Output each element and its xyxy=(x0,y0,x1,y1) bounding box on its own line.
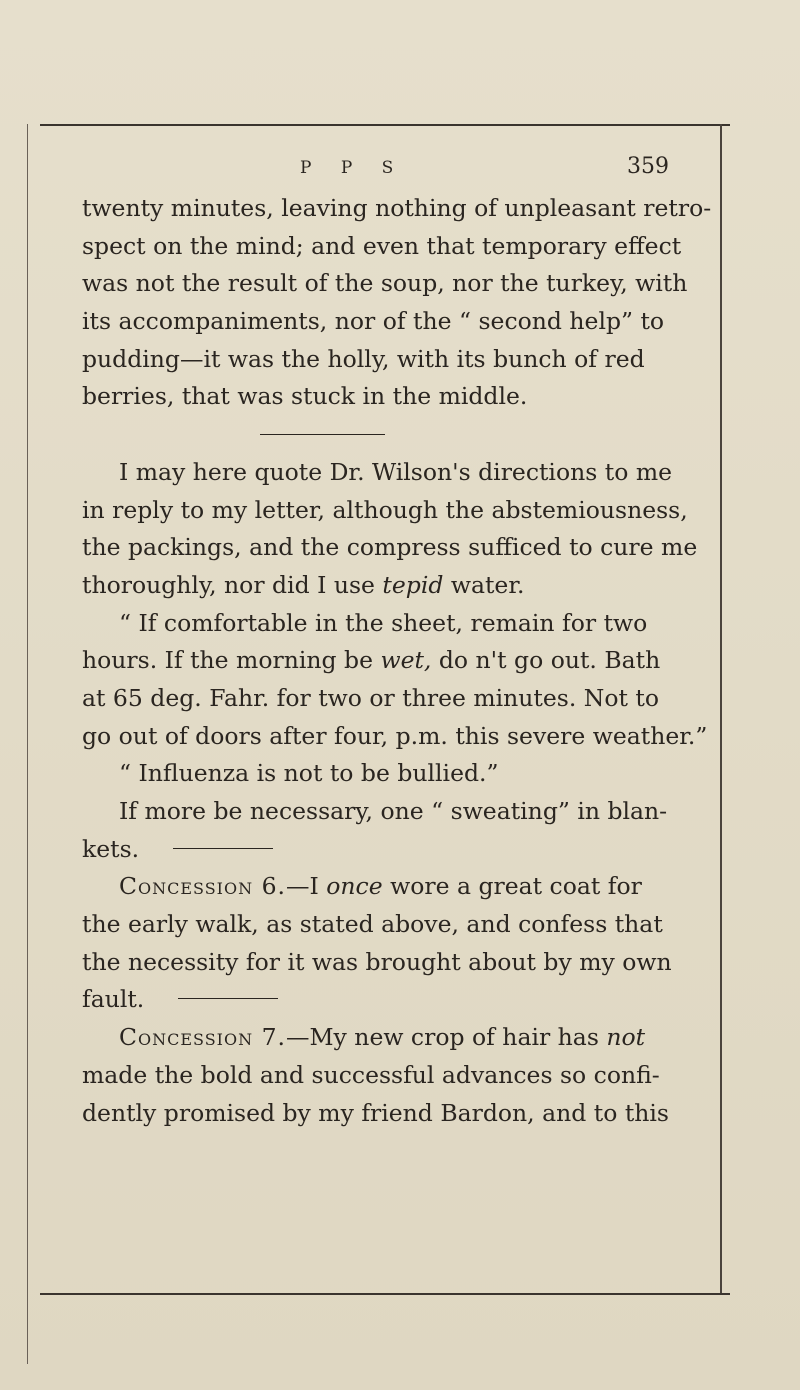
italic-word: once xyxy=(326,872,383,901)
quote-line: “ If comfortable in the sheet, remain for two xyxy=(119,608,648,637)
text-line xyxy=(82,831,682,869)
quote-line: “ Influenza is not to be bullied.” xyxy=(119,759,499,788)
text-span: kets. xyxy=(82,834,140,863)
concession-line xyxy=(82,868,682,906)
italic-word: not xyxy=(606,1023,646,1052)
concession-label: Concession 6. xyxy=(119,872,286,901)
quote-line: at 65 deg. Fahr. for two or three minutes. Not to xyxy=(82,683,659,712)
page-border-top xyxy=(40,124,730,126)
text-line: I may here quote Dr. Wilson's directions to me xyxy=(119,457,673,486)
page-number: 359 xyxy=(627,154,669,179)
text-span: fault. xyxy=(82,985,145,1014)
text-line: berries, that was stuck in the middle. xyxy=(82,382,528,411)
text-line: made the bold and successful advances so confi- xyxy=(82,1060,660,1089)
running-head: P P S xyxy=(300,158,406,178)
text-span: —My new crop of hair has xyxy=(286,1023,607,1052)
divider-rule xyxy=(260,434,385,435)
text-line: the packings, and the compress sufficed to cure me xyxy=(82,533,698,562)
divider-rule xyxy=(178,998,278,999)
text-line: was not the result of the soup, nor the turkey, with xyxy=(82,269,688,298)
text-span: wore a great coat for xyxy=(382,872,642,901)
text-line: the necessity for it was brought about by my own xyxy=(82,947,672,976)
section-divider xyxy=(82,416,682,454)
text-span: do n't go out. Bath xyxy=(431,646,661,675)
quote-line: go out of doors after four, p.m. this severe weather.” xyxy=(82,721,708,750)
quote-line xyxy=(82,642,682,680)
text-line: in reply to my letter, although the abstemiousness, xyxy=(82,495,688,524)
text-line xyxy=(82,981,682,1019)
text-span: —I xyxy=(286,872,327,901)
text-line: its accompaniments, nor of the “ second help” to xyxy=(82,307,665,336)
text-span: hours. If the morning be xyxy=(82,646,381,675)
text-line: spect on the mind; and even that temporary effect xyxy=(82,231,682,260)
italic-word: wet, xyxy=(380,646,432,675)
concession-label: Concession 7. xyxy=(119,1023,286,1052)
page-border-right xyxy=(720,124,722,1293)
text-line: the early walk, as stated above, and confess that xyxy=(82,910,663,939)
text-line: twenty minutes, leaving nothing of unpleasant retro- xyxy=(82,194,712,222)
body-text xyxy=(82,190,712,1132)
text-span: water. xyxy=(443,570,525,599)
divider-rule xyxy=(173,848,273,849)
text-line: dently promised by my friend Bardon, and to this xyxy=(82,1098,669,1127)
concession-line xyxy=(82,1019,682,1057)
italic-word: tepid xyxy=(382,570,444,599)
page-border-left xyxy=(27,124,28,1364)
text-line xyxy=(82,567,682,605)
page-border-bottom xyxy=(40,1293,730,1295)
text-line: pudding—it was the holly, with its bunch of red xyxy=(82,344,645,373)
text-span: thoroughly, nor did I use xyxy=(82,570,383,599)
text-line: If more be necessary, one “ sweating” in blan- xyxy=(119,797,668,825)
